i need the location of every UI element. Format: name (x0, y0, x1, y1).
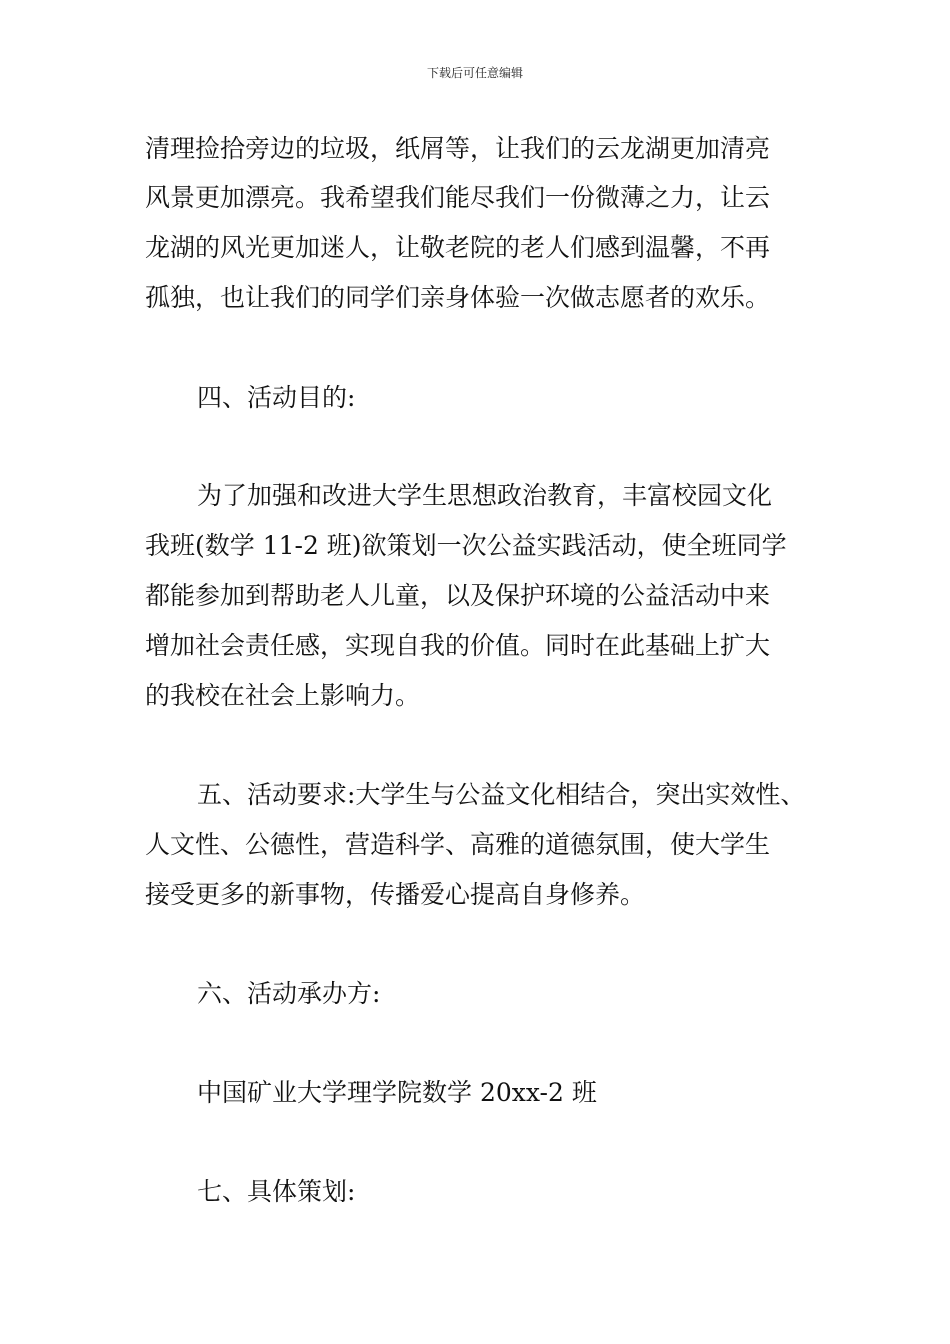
para1-line-4: 孤独，也让我们的同学们亲身体验一次做志愿者的欢乐。 (145, 283, 771, 312)
section5-line-2: 人文性、公德性，营造科学、高雅的道德氛围，使大学生 (145, 830, 771, 859)
para2-line-1: 为了加强和改进大学生思想政治教育，丰富校园文化 (197, 481, 773, 510)
para1-line-2: 风景更加漂亮。我希望我们能尽我们一份微薄之力，让云 (145, 183, 771, 212)
section5-line-1: 五、活动要求:大学生与公益文化相结合，突出实效性、 (197, 780, 806, 809)
section7-heading: 七、具体策划: (197, 1177, 356, 1206)
para1-line-3: 龙湖的风光更加迷人，让敬老院的老人们感到温馨，不再 (145, 233, 771, 262)
section6-organizer: 中国矿业大学理学院数学 20xx-2 班 (197, 1078, 597, 1107)
para2-line-5: 的我校在社会上影响力。 (145, 681, 421, 710)
para2-line-2: 我班(数学 11-2 班)欲策划一次公益实践活动，使全班同学 (145, 531, 787, 560)
section4-heading: 四、活动目的: (197, 383, 356, 412)
section6-heading: 六、活动承办方: (197, 979, 381, 1008)
section5-line-3: 接受更多的新事物，传播爱心提高自身修养。 (145, 880, 646, 909)
para1-line-1: 清理捡拾旁边的垃圾，纸屑等，让我们的云龙湖更加清亮 (145, 134, 771, 163)
page-header-note: 下载后可任意编辑 (426, 66, 523, 80)
para2-line-3: 都能参加到帮助老人儿童，以及保护环境的公益活动中来 (145, 581, 771, 610)
para2-line-4: 增加社会责任感，实现自我的价值。同时在此基础上扩大 (145, 631, 771, 660)
